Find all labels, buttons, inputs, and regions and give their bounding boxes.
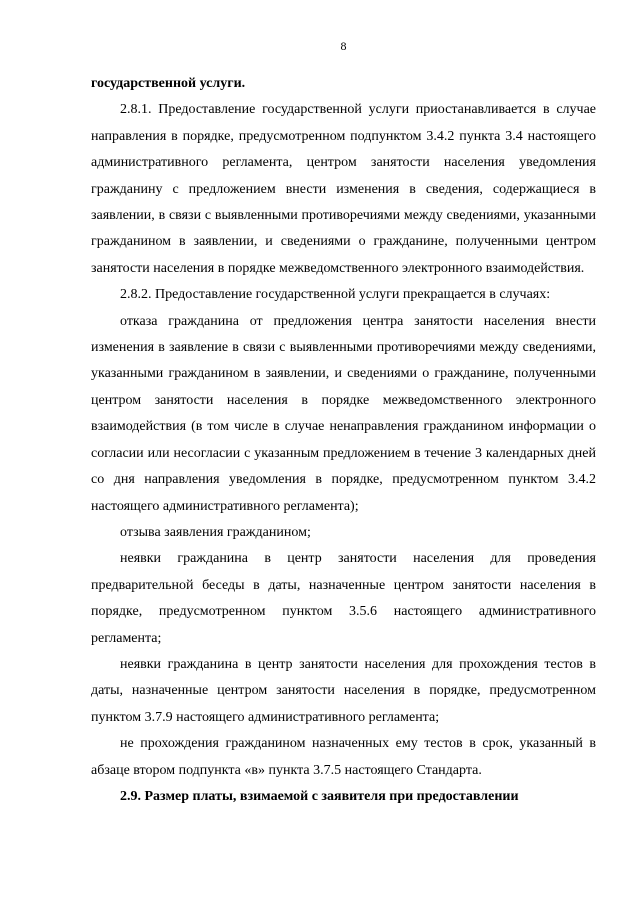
- paragraph-2-8-1: 2.8.1. Предоставление государственной услуги приостанавливается в случае направления в порядке, предусмотренном подпунктом 3.4.2 пункта 3.4 настоящего административного регламента, центром занятости населения уведомления гражданину с предложением внести изменения в сведения, содержащиеся в заявлении, в связи с выявленными противоречиями между сведениями, указанными гражданином в заявлении, и сведениями о гражданине, полученными центром занятости населения в порядке межведомственного электронного взаимодействия.: [91, 102, 596, 276]
- list-item-no-show-tests: неявки гражданина в центр занятости населения для прохождения тестов в даты, назначенные центром занятости населения в порядке, предусмотренном пунктом 3.7.9 настоящего административного регламента;: [91, 656, 596, 725]
- heading-continuation: государственной услуги.: [91, 76, 246, 91]
- list-item-tests-not-passed: не прохождения гражданином назначенных ему тестов в срок, указанный в абзаце втором подпункта «в» пункта 3.7.5 настоящего Стандарта.: [91, 736, 596, 778]
- list-item-withdrawal: отзыва заявления гражданином;: [120, 524, 311, 540]
- list-item-refusal: отказа гражданина от предложения центра занятости населения внести изменения в заявление в связи с выявленными противоречиями между сведениями, указанными гражданином в заявлении, и сведениями о гражданине, полученными центром занятости населения в порядке межведомственного электронного взаимодействия (в том числе в случае ненаправления гражданином информации о согласии или несогласии с указанным предложением в течение 3 календарных дней со дня направления уведомления в порядке, предусмотренном пунктом 3.4.2 настоящего административного регламента);: [91, 313, 596, 514]
- page-number: 8: [340, 39, 347, 53]
- section-heading-2-9: 2.9. Размер платы, взимаемой с заявителя при предоставлении: [120, 788, 519, 804]
- paragraph-2-8-2: 2.8.2. Предоставление государственной услуги прекращается в случаях:: [120, 287, 551, 303]
- list-item-no-show-interview: неявки гражданина в центр занятости населения для проведения предварительной беседы в даты, назначенные центром занятости населения в порядке, предусмотренном пунктом 3.5.6 настоящего административного регламента;: [91, 551, 596, 646]
